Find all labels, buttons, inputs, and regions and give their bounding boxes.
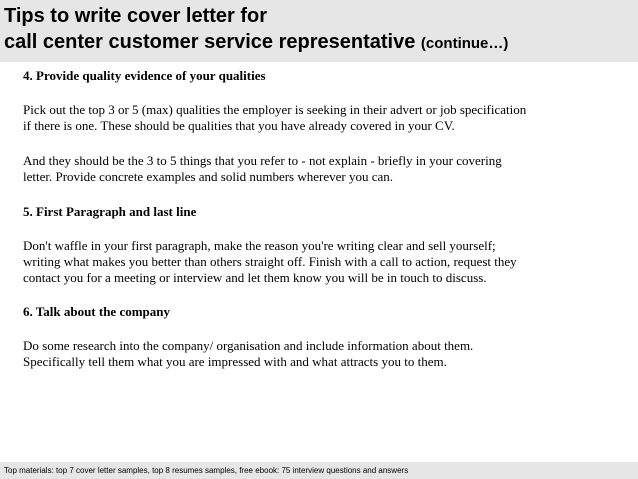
footer-links-text[interactable]: Top materials: top 7 cover letter samples, top 8 resumes samples, free ebook: 75 interview questions and answers [4, 466, 409, 475]
paragraph-line: if there is one. These should be qualities that you have already covered in your CV. [23, 118, 455, 133]
section-heading-4: 4. Provide quality evidence of your qualities [23, 68, 266, 83]
paragraph-line: Pick out the top 3 or 5 (max) qualities the employer is seeking in their advert or job specification [23, 102, 527, 117]
title-continue-label: (continue…) [420, 35, 509, 52]
paragraph-line: writing what makes you better than others straight off. Finish with a call to action, request they [23, 254, 517, 269]
title-line-2-text: call center customer service representative [4, 31, 416, 53]
title-banner [0, 0, 638, 62]
paragraph-line: letter. Provide concrete examples and solid numbers wherever you can. [23, 169, 394, 184]
footer-bar [0, 462, 638, 479]
paragraph-qualities-2 [23, 153, 613, 185]
paragraph-line: Specifically tell them what you are impressed with and what attracts you to them. [23, 354, 447, 369]
document-body [23, 65, 613, 370]
paragraph-line: Don't waffle in your first paragraph, make the reason you're writing clear and sell yourself; [23, 238, 496, 253]
section-heading-5: 5. First Paragraph and last line [23, 204, 197, 219]
section-heading-6: 6. Talk about the company [23, 304, 171, 319]
paragraph-line: contact you for a meeting or interview and let them know you will be in touch to discuss. [23, 270, 487, 285]
title-line-2 [4, 29, 634, 57]
paragraph-company [23, 338, 613, 370]
paragraph-first-paragraph [23, 238, 613, 286]
paragraph-line: And they should be the 3 to 5 things that you refer to - not explain - briefly in your covering [23, 153, 502, 168]
paragraph-line: Do some research into the company/ organisation and include information about them. [23, 338, 474, 353]
title-line-1: Tips to write cover letter for [4, 5, 268, 27]
page-title [4, 3, 634, 57]
paragraph-qualities-1 [23, 102, 613, 134]
